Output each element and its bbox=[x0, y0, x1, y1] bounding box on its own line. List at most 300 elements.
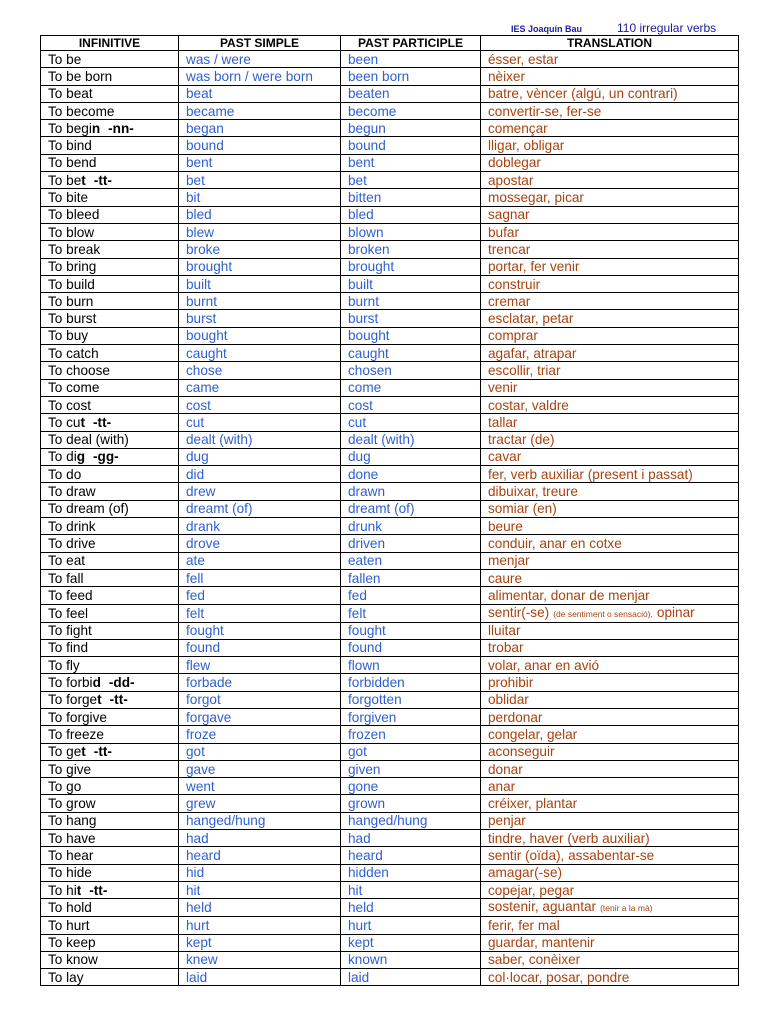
infinitive-text: To hang bbox=[48, 813, 97, 829]
infinitive-cell bbox=[41, 223, 179, 240]
infinitive-cell bbox=[41, 743, 179, 760]
past-simple-cell: chose bbox=[179, 362, 341, 379]
table-row bbox=[41, 362, 739, 379]
column-header-translation: TRANSLATION bbox=[481, 36, 739, 51]
past-simple-cell: kept bbox=[179, 934, 341, 951]
translation-text: somiar (en) bbox=[488, 501, 557, 517]
translation-cell bbox=[481, 362, 739, 379]
infinitive-final-letter: t bbox=[80, 414, 86, 430]
table-header bbox=[41, 36, 739, 51]
translation-text: sentir (oïda), assabentar-se bbox=[488, 848, 655, 863]
column-header-past-simple: PAST SIMPLE bbox=[179, 36, 341, 51]
translation-text: batre, vèncer (algú, un contrari) bbox=[488, 86, 678, 102]
past-participle-cell: forgotten bbox=[341, 691, 481, 708]
infinitive-text: To grow bbox=[48, 796, 96, 812]
infinitive-text: To cu bbox=[48, 414, 81, 430]
past-participle-cell: been bbox=[341, 51, 481, 68]
translation-cell bbox=[481, 917, 739, 934]
past-simple-cell: grew bbox=[179, 795, 341, 812]
past-simple-cell: drew bbox=[179, 483, 341, 500]
translation-text: guardar, mantenir bbox=[488, 935, 595, 951]
infinitive-cell bbox=[41, 85, 179, 102]
infinitive-cell bbox=[41, 68, 179, 85]
translation-text: volar, anar en avió bbox=[488, 657, 600, 673]
past-participle-cell: bled bbox=[341, 206, 481, 223]
past-simple-cell: bent bbox=[179, 154, 341, 171]
past-simple-cell: burnt bbox=[179, 293, 341, 310]
infinitive-text: To catch bbox=[48, 345, 99, 361]
table-row bbox=[41, 917, 739, 934]
table-row bbox=[41, 293, 739, 310]
translation-cell bbox=[481, 85, 739, 102]
infinitive-cell bbox=[41, 657, 179, 674]
past-participle-cell: brought bbox=[341, 258, 481, 275]
table-row bbox=[41, 604, 739, 622]
doubling-note: -tt- bbox=[109, 692, 128, 708]
infinitive-text: To bend bbox=[48, 155, 97, 171]
translation-text: alimentar, donar de menjar bbox=[488, 587, 650, 603]
infinitive-cell bbox=[41, 379, 179, 396]
translation-text: copejar, pegar bbox=[488, 882, 575, 898]
infinitive-cell bbox=[41, 275, 179, 292]
past-participle-cell: bent bbox=[341, 154, 481, 171]
translation-cell bbox=[481, 569, 739, 586]
infinitive-text: To bring bbox=[48, 259, 97, 275]
infinitive-text: To do bbox=[48, 466, 82, 482]
past-participle-cell: blown bbox=[341, 223, 481, 240]
infinitive-text: To beat bbox=[48, 86, 93, 102]
table-row bbox=[41, 414, 739, 431]
past-participle-cell: held bbox=[341, 899, 481, 917]
past-simple-cell: forbade bbox=[179, 674, 341, 691]
infinitive-text: To hold bbox=[48, 900, 92, 916]
translation-cell bbox=[481, 137, 739, 154]
past-simple-cell: bet bbox=[179, 172, 341, 189]
infinitive-cell bbox=[41, 881, 179, 898]
past-participle-cell: broken bbox=[341, 241, 481, 258]
past-simple-cell: was / were bbox=[179, 51, 341, 68]
translation-cell bbox=[481, 431, 739, 448]
past-participle-cell: bet bbox=[341, 172, 481, 189]
translation-cell bbox=[481, 691, 739, 708]
table-row bbox=[41, 639, 739, 656]
past-simple-cell: bled bbox=[179, 206, 341, 223]
doubling-note: -tt- bbox=[93, 414, 112, 430]
infinitive-text: To deal (with) bbox=[48, 432, 129, 448]
past-simple-cell: fell bbox=[179, 569, 341, 586]
table-row bbox=[41, 500, 739, 517]
infinitive-cell bbox=[41, 812, 179, 829]
infinitive-text: To build bbox=[48, 276, 95, 292]
past-simple-cell: had bbox=[179, 830, 341, 847]
translation-text: conduir, anar en cotxe bbox=[488, 535, 622, 551]
past-participle-cell: built bbox=[341, 275, 481, 292]
table-row bbox=[41, 795, 739, 812]
infinitive-cell bbox=[41, 934, 179, 951]
infinitive-text: To forgive bbox=[48, 709, 107, 725]
translation-text: tractar (de) bbox=[488, 432, 555, 448]
table-row bbox=[41, 622, 739, 639]
past-simple-cell: fought bbox=[179, 622, 341, 639]
past-simple-cell: knew bbox=[179, 951, 341, 968]
infinitive-text: To forbi bbox=[48, 675, 93, 691]
translation-text: fer, verb auxiliar (present i passat) bbox=[488, 466, 693, 482]
infinitive-text: To fly bbox=[48, 657, 80, 673]
table-row bbox=[41, 881, 739, 898]
translation-text: congelar, gelar bbox=[488, 726, 578, 742]
past-participle-cell: gone bbox=[341, 778, 481, 795]
past-participle-cell: drunk bbox=[341, 518, 481, 535]
infinitive-cell bbox=[41, 310, 179, 327]
infinitive-cell bbox=[41, 552, 179, 569]
infinitive-cell bbox=[41, 362, 179, 379]
translation-cell bbox=[481, 847, 739, 864]
table-row bbox=[41, 864, 739, 881]
translation-cell bbox=[481, 223, 739, 240]
past-participle-cell: cut bbox=[341, 414, 481, 431]
translation-text: saber, conèixer bbox=[488, 952, 581, 968]
infinitive-text: To buy bbox=[48, 328, 89, 344]
table-row bbox=[41, 760, 739, 777]
infinitive-cell bbox=[41, 535, 179, 552]
past-participle-cell: drawn bbox=[341, 483, 481, 500]
translation-text: apostar bbox=[488, 172, 534, 188]
translation-cell bbox=[481, 466, 739, 483]
infinitive-cell bbox=[41, 120, 179, 137]
past-simple-cell: began bbox=[179, 120, 341, 137]
infinitive-text: To give bbox=[48, 761, 92, 777]
irregular-verbs-table bbox=[40, 35, 739, 986]
translation-cell bbox=[481, 68, 739, 85]
past-simple-cell: hid bbox=[179, 864, 341, 881]
past-simple-cell: brought bbox=[179, 258, 341, 275]
translation-cell bbox=[481, 951, 739, 968]
translation-cell bbox=[481, 535, 739, 552]
infinitive-text: To lay bbox=[48, 969, 84, 985]
infinitive-cell bbox=[41, 396, 179, 413]
infinitive-cell bbox=[41, 414, 179, 431]
translation-cell bbox=[481, 969, 739, 986]
past-simple-cell: gave bbox=[179, 760, 341, 777]
translation-cell bbox=[481, 795, 739, 812]
infinitive-text: To drive bbox=[48, 535, 96, 551]
translation-cell bbox=[481, 760, 739, 777]
translation-cell bbox=[481, 500, 739, 517]
infinitive-cell bbox=[41, 691, 179, 708]
translation-cell bbox=[481, 189, 739, 206]
table-row bbox=[41, 68, 739, 85]
infinitive-final-letter: n bbox=[91, 120, 101, 136]
past-participle-cell: forbidden bbox=[341, 674, 481, 691]
past-participle-cell: flown bbox=[341, 657, 481, 674]
past-participle-cell: dreamt (of) bbox=[341, 500, 481, 517]
past-participle-cell: hidden bbox=[341, 864, 481, 881]
past-participle-cell: known bbox=[341, 951, 481, 968]
past-simple-cell: dealt (with) bbox=[179, 431, 341, 448]
past-participle-cell: done bbox=[341, 466, 481, 483]
table-row bbox=[41, 154, 739, 171]
infinitive-text: To hi bbox=[48, 882, 77, 898]
translation-cell bbox=[481, 448, 739, 465]
infinitive-cell bbox=[41, 137, 179, 154]
infinitive-text: To feel bbox=[48, 605, 89, 621]
translation-text: oblidar bbox=[488, 692, 529, 708]
translation-cell bbox=[481, 241, 739, 258]
infinitive-cell bbox=[41, 51, 179, 68]
infinitive-text: To forge bbox=[48, 692, 98, 708]
translation-text: convertir-se, fer-se bbox=[488, 103, 602, 119]
past-participle-cell: dealt (with) bbox=[341, 431, 481, 448]
translation-text: perdonar bbox=[488, 709, 543, 725]
table-body bbox=[41, 51, 739, 986]
translation-cell bbox=[481, 293, 739, 310]
translation-text: bufar bbox=[488, 224, 519, 240]
translation-text: lligar, obligar bbox=[488, 138, 565, 154]
table-row bbox=[41, 310, 739, 327]
past-participle-cell: bought bbox=[341, 327, 481, 344]
infinitive-text: To be bbox=[48, 172, 82, 188]
translation-cell bbox=[481, 483, 739, 500]
translation-text: portar, fer venir bbox=[488, 259, 580, 275]
translation-text: doblegar bbox=[488, 155, 541, 171]
past-simple-cell: got bbox=[179, 743, 341, 760]
past-simple-cell: hanged/hung bbox=[179, 812, 341, 829]
doubling-note: -tt- bbox=[93, 172, 112, 188]
table-row bbox=[41, 275, 739, 292]
past-participle-cell: given bbox=[341, 760, 481, 777]
past-participle-cell: fallen bbox=[341, 569, 481, 586]
infinitive-cell bbox=[41, 760, 179, 777]
translation-cell bbox=[481, 639, 739, 656]
past-simple-cell: was born / were born bbox=[179, 68, 341, 85]
past-simple-cell: became bbox=[179, 102, 341, 119]
past-participle-cell: felt bbox=[341, 604, 481, 622]
table-row bbox=[41, 535, 739, 552]
infinitive-cell bbox=[41, 483, 179, 500]
table-row bbox=[41, 120, 739, 137]
table-row bbox=[41, 102, 739, 119]
past-participle-cell: grown bbox=[341, 795, 481, 812]
translation-text: sagnar bbox=[488, 207, 530, 223]
past-participle-cell: got bbox=[341, 743, 481, 760]
past-simple-cell: felt bbox=[179, 604, 341, 622]
past-simple-cell: cut bbox=[179, 414, 341, 431]
infinitive-cell bbox=[41, 345, 179, 362]
translation-text: menjar bbox=[488, 553, 530, 569]
past-simple-cell: did bbox=[179, 466, 341, 483]
doubling-note: -dd- bbox=[108, 675, 135, 691]
translation-text: créixer, plantar bbox=[488, 796, 578, 812]
infinitive-text: To blow bbox=[48, 224, 95, 240]
translation-cell bbox=[481, 604, 739, 622]
past-participle-cell: hurt bbox=[341, 917, 481, 934]
table-row bbox=[41, 569, 739, 586]
infinitive-cell bbox=[41, 206, 179, 223]
table-row bbox=[41, 951, 739, 968]
past-participle-cell: caught bbox=[341, 345, 481, 362]
table-row bbox=[41, 448, 739, 465]
translation-cell bbox=[481, 310, 739, 327]
infinitive-cell bbox=[41, 899, 179, 917]
table-row bbox=[41, 674, 739, 691]
table-row bbox=[41, 587, 739, 604]
past-participle-cell: laid bbox=[341, 969, 481, 986]
past-participle-cell: bound bbox=[341, 137, 481, 154]
table-row bbox=[41, 483, 739, 500]
document-title: 110 irregular verbs bbox=[617, 21, 717, 35]
infinitive-cell bbox=[41, 327, 179, 344]
translation-text: sentir(-se) bbox=[488, 604, 550, 620]
infinitive-cell bbox=[41, 969, 179, 986]
table-row bbox=[41, 431, 739, 448]
past-simple-cell: forgot bbox=[179, 691, 341, 708]
infinitive-cell bbox=[41, 172, 179, 189]
translation-text: costar, valdre bbox=[488, 397, 569, 413]
past-simple-cell: bought bbox=[179, 327, 341, 344]
infinitive-text: To bite bbox=[48, 190, 89, 206]
translation-cell bbox=[481, 120, 739, 137]
translation-text: trobar bbox=[488, 640, 524, 656]
infinitive-cell bbox=[41, 431, 179, 448]
infinitive-cell bbox=[41, 448, 179, 465]
table-row bbox=[41, 223, 739, 240]
translation-text: dibuixar, treure bbox=[488, 484, 578, 500]
table-row bbox=[41, 379, 739, 396]
infinitive-text: To freeze bbox=[48, 726, 104, 742]
translation-cell bbox=[481, 726, 739, 743]
past-participle-cell: come bbox=[341, 379, 481, 396]
translation-text: esclatar, petar bbox=[488, 311, 574, 327]
doubling-note: -gg- bbox=[93, 449, 119, 465]
column-header-past-participle: PAST PARTICIPLE bbox=[341, 36, 481, 51]
translation-text: prohibir bbox=[488, 675, 534, 691]
translation-text: ferir, fer mal bbox=[488, 917, 560, 933]
past-simple-cell: hit bbox=[179, 881, 341, 898]
infinitive-text: To cost bbox=[48, 397, 92, 413]
table-row bbox=[41, 691, 739, 708]
past-simple-cell: broke bbox=[179, 241, 341, 258]
infinitive-text: To come bbox=[48, 380, 100, 396]
past-participle-cell: burnt bbox=[341, 293, 481, 310]
translation-cell bbox=[481, 206, 739, 223]
table-row bbox=[41, 830, 739, 847]
past-participle-cell: been born bbox=[341, 68, 481, 85]
past-participle-cell: forgiven bbox=[341, 708, 481, 725]
past-simple-cell: blew bbox=[179, 223, 341, 240]
translation-text: cremar bbox=[488, 293, 531, 309]
infinitive-cell bbox=[41, 951, 179, 968]
past-participle-cell: frozen bbox=[341, 726, 481, 743]
past-participle-cell: heard bbox=[341, 847, 481, 864]
translation-text: col·locar, posar, pondre bbox=[488, 969, 630, 985]
infinitive-text: To break bbox=[48, 241, 101, 257]
translation-text: agafar, atrapar bbox=[488, 345, 577, 361]
past-simple-cell: drank bbox=[179, 518, 341, 535]
translation-text: venir bbox=[488, 380, 518, 396]
past-simple-cell: fed bbox=[179, 587, 341, 604]
infinitive-text: To bleed bbox=[48, 207, 100, 223]
translation-cell bbox=[481, 258, 739, 275]
table-row bbox=[41, 726, 739, 743]
infinitive-text: To fall bbox=[48, 570, 84, 586]
translation-cell bbox=[481, 778, 739, 795]
translation-text: aconseguir bbox=[488, 744, 555, 760]
past-simple-cell: bound bbox=[179, 137, 341, 154]
past-simple-cell: ate bbox=[179, 552, 341, 569]
past-simple-cell: heard bbox=[179, 847, 341, 864]
infinitive-text: To have bbox=[48, 830, 96, 846]
infinitive-cell bbox=[41, 258, 179, 275]
translation-text: anar bbox=[488, 778, 516, 794]
doubling-note: -tt- bbox=[93, 744, 112, 760]
translation-text: començar bbox=[488, 120, 548, 136]
translation-text: construir bbox=[488, 276, 541, 292]
infinitive-cell bbox=[41, 293, 179, 310]
table-row bbox=[41, 743, 739, 760]
table-row bbox=[41, 137, 739, 154]
translation-cell bbox=[481, 414, 739, 431]
infinitive-cell bbox=[41, 917, 179, 934]
infinitive-text: To keep bbox=[48, 935, 96, 951]
translation-note: (tenir a la mà) bbox=[600, 903, 653, 914]
doubling-note: -tt- bbox=[89, 882, 108, 898]
translation-text: nèixer bbox=[488, 68, 526, 84]
translation-text: penjar bbox=[488, 813, 526, 829]
translation-cell bbox=[481, 899, 739, 917]
infinitive-cell bbox=[41, 795, 179, 812]
translation-text: ésser, estar bbox=[488, 51, 559, 67]
infinitive-final-letter: t bbox=[81, 172, 86, 188]
past-participle-cell: found bbox=[341, 639, 481, 656]
past-participle-cell: kept bbox=[341, 934, 481, 951]
past-participle-cell: begun bbox=[341, 120, 481, 137]
infinitive-text: To bind bbox=[48, 138, 92, 154]
infinitive-cell bbox=[41, 830, 179, 847]
infinitive-text: To burn bbox=[48, 293, 94, 309]
infinitive-text: To di bbox=[48, 449, 77, 465]
translation-cell bbox=[481, 657, 739, 674]
translation-extra: opinar bbox=[656, 604, 695, 620]
table-row bbox=[41, 847, 739, 864]
infinitive-final-letter: t bbox=[97, 692, 102, 708]
translation-cell bbox=[481, 812, 739, 829]
infinitive-text: To eat bbox=[48, 553, 86, 569]
table-row bbox=[41, 466, 739, 483]
infinitive-text: To be bbox=[48, 51, 82, 67]
translation-text: tallar bbox=[488, 414, 518, 430]
translation-cell bbox=[481, 396, 739, 413]
infinitive-text: To draw bbox=[48, 484, 96, 500]
header-row bbox=[41, 36, 739, 51]
past-simple-cell: caught bbox=[179, 345, 341, 362]
past-simple-cell: held bbox=[179, 899, 341, 917]
translation-cell bbox=[481, 154, 739, 171]
translation-text: beure bbox=[488, 518, 523, 534]
infinitive-text: To go bbox=[48, 778, 82, 794]
table-row bbox=[41, 189, 739, 206]
translation-cell bbox=[481, 622, 739, 639]
past-participle-cell: fought bbox=[341, 622, 481, 639]
infinitive-cell bbox=[41, 189, 179, 206]
infinitive-cell bbox=[41, 587, 179, 604]
past-simple-cell: came bbox=[179, 379, 341, 396]
infinitive-cell bbox=[41, 847, 179, 864]
past-participle-cell: become bbox=[341, 102, 481, 119]
past-simple-cell: went bbox=[179, 778, 341, 795]
table-row bbox=[41, 172, 739, 189]
infinitive-cell bbox=[41, 604, 179, 622]
translation-cell bbox=[481, 275, 739, 292]
